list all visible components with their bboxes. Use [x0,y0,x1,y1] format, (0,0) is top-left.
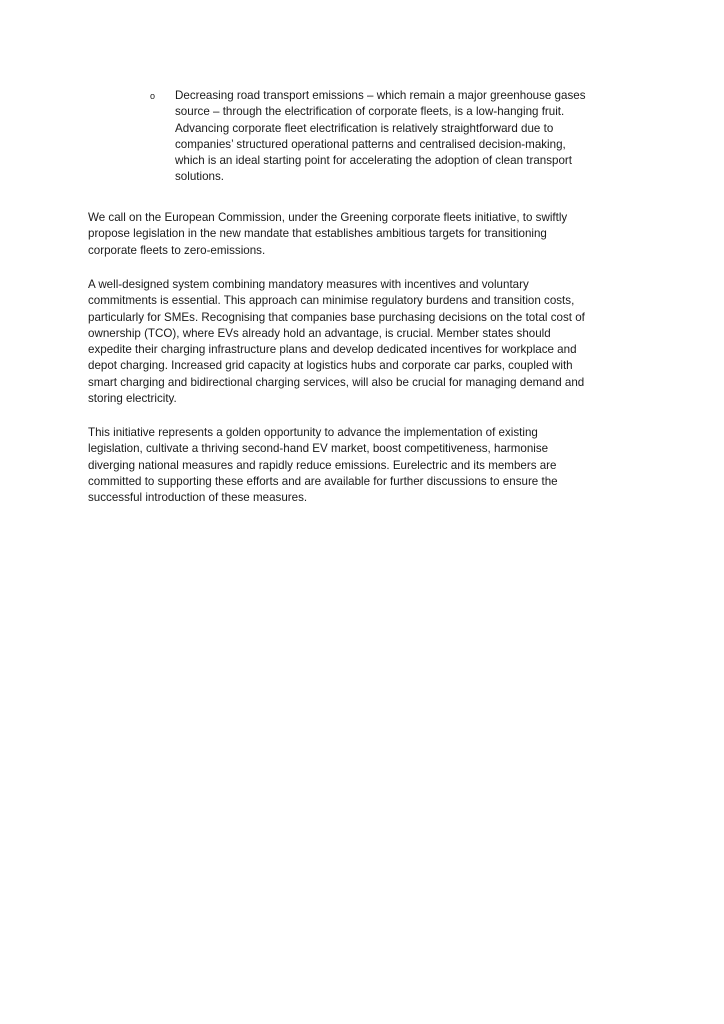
paragraph-line: We call on the European Commission, under the Greening corporate fleets initiative, to swiftly [88,211,568,224]
paragraph-line: commitments is essential. This approach can minimise regulatory burdens and transition costs, [88,294,575,308]
bullet-line: solutions. [175,170,224,184]
paragraph-line: This initiative represents a golden opportunity to advance the implementation of existing [88,426,538,439]
paragraph-line: depot charging. Increased grid capacity at logistics hubs and corporate car parks, coupled with [88,359,573,373]
bullet-line: which is an ideal starting point for accelerating the adoption of clean transport [175,154,573,168]
paragraph-system-design [88,277,628,407]
bullet-line: Advancing corporate fleet electrification is relatively straightforward due to [175,121,554,135]
paragraph-line: diverging national measures and rapidly reduce emissions. Eurelectric and its members are [88,458,557,472]
paragraph-line: committed to supporting these efforts and are available for further discussions to ensure the [88,474,558,488]
bullet-line: Decreasing road transport emissions – which remain a major greenhouse gases [175,89,586,102]
bullet-line: source – through the electrification of corporate fleets, is a low-hanging fruit. [175,105,565,119]
bullet-text [175,88,620,186]
paragraph-line: ownership (TCO), where EVs already hold an advantage, is crucial. Member states should [88,326,551,340]
paragraph-golden-opportunity [88,425,628,506]
paragraph-line: storing electricity. [88,392,177,406]
bullet-marker-icon: o [150,91,156,101]
paragraph-line: legislation, cultivate a thriving second-hand EV market, boost competitiveness, harmonise [88,442,549,456]
paragraph-call-to-commission [88,210,628,259]
paragraph-line: successful introduction of these measures. [88,491,308,505]
paragraph-line: corporate fleets to zero-emissions. [88,243,266,257]
paragraph-line: expedite their charging infrastructure plans and develop dedicated incentives for workplace and [88,343,577,357]
paragraph-line: propose legislation in the new mandate that establishes ambitious targets for transitioning [88,227,547,241]
paragraph-line: A well-designed system combining mandatory measures with incentives and voluntary [88,278,529,291]
paragraph-line: smart charging and bidirectional charging services, will also be crucial for managing demand and [88,375,585,389]
paragraph-line: particularly for SMEs. Recognising that companies base purchasing decisions on the total cost of [88,310,585,324]
bullet-line: companies’ structured operational patterns and centralised decision-making, [175,137,566,151]
